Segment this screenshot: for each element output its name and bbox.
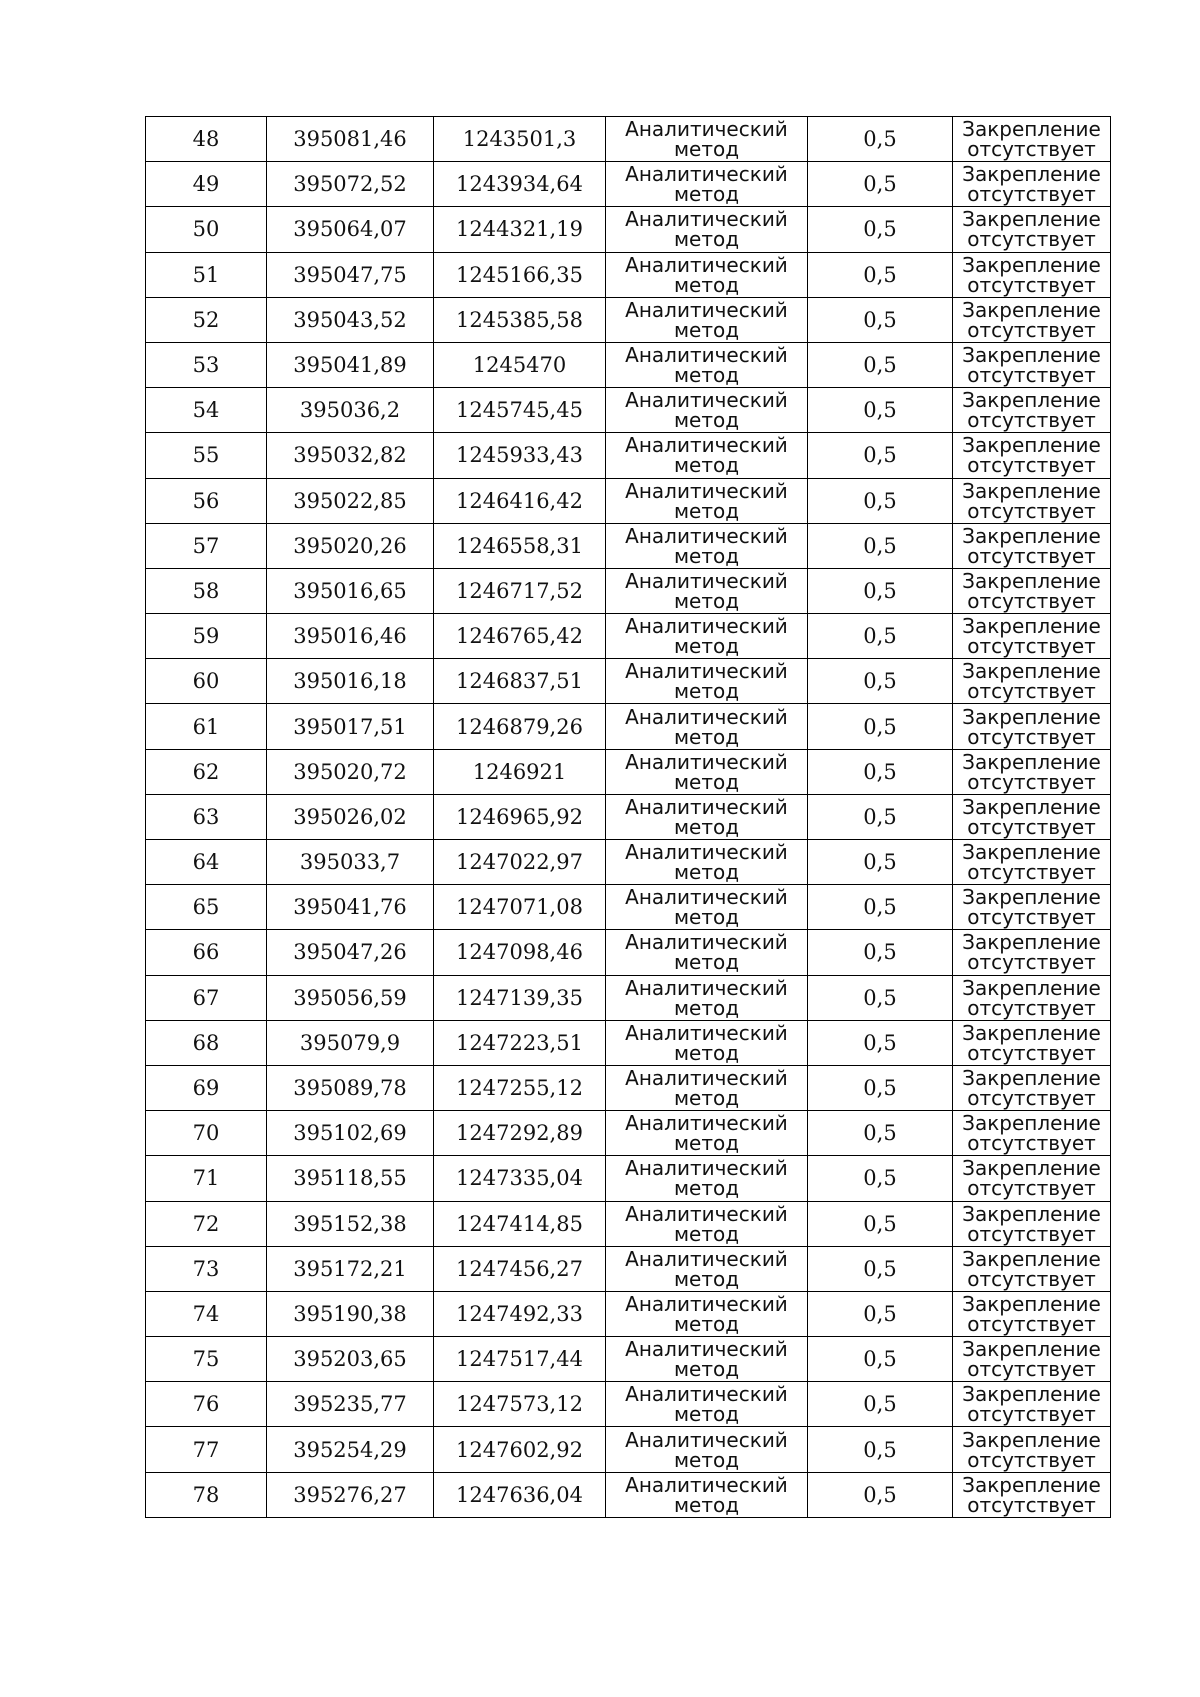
y-coordinate-cell: 1247098,46 <box>434 930 606 975</box>
table-row <box>146 478 1111 523</box>
method-cell: Аналитический метод <box>606 1156 808 1201</box>
marking-cell: Закрепление отсутствует <box>953 930 1111 975</box>
point-number-cell: 74 <box>146 1291 267 1336</box>
accuracy-cell: 0,5 <box>808 1020 953 1065</box>
y-coordinate-cell: 1247139,35 <box>434 975 606 1020</box>
x-coordinate-cell: 395026,02 <box>267 794 434 839</box>
marking-cell: Закрепление отсутствует <box>953 433 1111 478</box>
table-row <box>146 659 1111 704</box>
point-number-cell: 61 <box>146 704 267 749</box>
table-row <box>146 568 1111 613</box>
marking-cell: Закрепление отсутствует <box>953 794 1111 839</box>
marking-cell: Закрепление отсутствует <box>953 297 1111 342</box>
accuracy-cell: 0,5 <box>808 1156 953 1201</box>
x-coordinate-cell: 395041,89 <box>267 342 434 387</box>
point-number-cell: 63 <box>146 794 267 839</box>
point-number-cell: 55 <box>146 433 267 478</box>
marking-cell: Закрепление отсутствует <box>953 1472 1111 1517</box>
method-cell: Аналитический метод <box>606 568 808 613</box>
point-number-cell: 67 <box>146 975 267 1020</box>
table-row <box>146 1291 1111 1336</box>
y-coordinate-cell: 1247492,33 <box>434 1291 606 1336</box>
marking-cell: Закрепление отсутствует <box>953 1020 1111 1065</box>
point-number-cell: 64 <box>146 840 267 885</box>
marking-cell: Закрепление отсутствует <box>953 1065 1111 1110</box>
method-cell: Аналитический метод <box>606 1472 808 1517</box>
x-coordinate-cell: 395152,38 <box>267 1201 434 1246</box>
x-coordinate-cell: 395190,38 <box>267 1291 434 1336</box>
x-coordinate-cell: 395102,69 <box>267 1111 434 1156</box>
method-cell: Аналитический метод <box>606 930 808 975</box>
y-coordinate-cell: 1245470 <box>434 342 606 387</box>
x-coordinate-cell: 395056,59 <box>267 975 434 1020</box>
method-cell: Аналитический метод <box>606 614 808 659</box>
accuracy-cell: 0,5 <box>808 659 953 704</box>
point-number-cell: 48 <box>146 117 267 162</box>
x-coordinate-cell: 395036,2 <box>267 388 434 433</box>
table-row <box>146 1201 1111 1246</box>
marking-cell: Закрепление отсутствует <box>953 704 1111 749</box>
method-cell: Аналитический метод <box>606 1020 808 1065</box>
x-coordinate-cell: 395276,27 <box>267 1472 434 1517</box>
method-cell: Аналитический метод <box>606 252 808 297</box>
table-row <box>146 794 1111 839</box>
marking-cell: Закрепление отсутствует <box>953 342 1111 387</box>
y-coordinate-cell: 1247292,89 <box>434 1111 606 1156</box>
method-cell: Аналитический метод <box>606 342 808 387</box>
x-coordinate-cell: 395047,26 <box>267 930 434 975</box>
point-number-cell: 54 <box>146 388 267 433</box>
marking-cell: Закрепление отсутствует <box>953 388 1111 433</box>
point-number-cell: 57 <box>146 523 267 568</box>
point-number-cell: 58 <box>146 568 267 613</box>
y-coordinate-cell: 1246765,42 <box>434 614 606 659</box>
point-number-cell: 49 <box>146 162 267 207</box>
accuracy-cell: 0,5 <box>808 207 953 252</box>
accuracy-cell: 0,5 <box>808 885 953 930</box>
x-coordinate-cell: 395032,82 <box>267 433 434 478</box>
accuracy-cell: 0,5 <box>808 117 953 162</box>
y-coordinate-cell: 1246879,26 <box>434 704 606 749</box>
accuracy-cell: 0,5 <box>808 1382 953 1427</box>
marking-cell: Закрепление отсутствует <box>953 749 1111 794</box>
table-row <box>146 297 1111 342</box>
table-row <box>146 523 1111 568</box>
x-coordinate-cell: 395079,9 <box>267 1020 434 1065</box>
table-row <box>146 885 1111 930</box>
table-row <box>146 252 1111 297</box>
method-cell: Аналитический метод <box>606 1201 808 1246</box>
x-coordinate-cell: 395043,52 <box>267 297 434 342</box>
x-coordinate-cell: 395017,51 <box>267 704 434 749</box>
table-row <box>146 1427 1111 1472</box>
accuracy-cell: 0,5 <box>808 749 953 794</box>
table-row <box>146 1382 1111 1427</box>
y-coordinate-cell: 1244321,19 <box>434 207 606 252</box>
y-coordinate-cell: 1245933,43 <box>434 433 606 478</box>
method-cell: Аналитический метод <box>606 297 808 342</box>
marking-cell: Закрепление отсутствует <box>953 117 1111 162</box>
y-coordinate-cell: 1246921 <box>434 749 606 794</box>
method-cell: Аналитический метод <box>606 1291 808 1336</box>
method-cell: Аналитический метод <box>606 749 808 794</box>
accuracy-cell: 0,5 <box>808 523 953 568</box>
marking-cell: Закрепление отсутствует <box>953 659 1111 704</box>
y-coordinate-cell: 1247517,44 <box>434 1337 606 1382</box>
table-row <box>146 162 1111 207</box>
y-coordinate-cell: 1247022,97 <box>434 840 606 885</box>
point-number-cell: 65 <box>146 885 267 930</box>
method-cell: Аналитический метод <box>606 840 808 885</box>
table-body <box>146 117 1111 1518</box>
point-number-cell: 60 <box>146 659 267 704</box>
y-coordinate-cell: 1247335,04 <box>434 1156 606 1201</box>
method-cell: Аналитический метод <box>606 659 808 704</box>
accuracy-cell: 0,5 <box>808 162 953 207</box>
method-cell: Аналитический метод <box>606 885 808 930</box>
accuracy-cell: 0,5 <box>808 1246 953 1291</box>
marking-cell: Закрепление отсутствует <box>953 1111 1111 1156</box>
y-coordinate-cell: 1247573,12 <box>434 1382 606 1427</box>
method-cell: Аналитический метод <box>606 523 808 568</box>
point-number-cell: 68 <box>146 1020 267 1065</box>
point-number-cell: 59 <box>146 614 267 659</box>
marking-cell: Закрепление отсутствует <box>953 568 1111 613</box>
marking-cell: Закрепление отсутствует <box>953 840 1111 885</box>
x-coordinate-cell: 395020,26 <box>267 523 434 568</box>
y-coordinate-cell: 1247636,04 <box>434 1472 606 1517</box>
marking-cell: Закрепление отсутствует <box>953 975 1111 1020</box>
method-cell: Аналитический метод <box>606 704 808 749</box>
method-cell: Аналитический метод <box>606 162 808 207</box>
x-coordinate-cell: 395016,46 <box>267 614 434 659</box>
y-coordinate-cell: 1245166,35 <box>434 252 606 297</box>
method-cell: Аналитический метод <box>606 1111 808 1156</box>
marking-cell: Закрепление отсутствует <box>953 252 1111 297</box>
method-cell: Аналитический метод <box>606 388 808 433</box>
table-row <box>146 704 1111 749</box>
y-coordinate-cell: 1246717,52 <box>434 568 606 613</box>
point-number-cell: 51 <box>146 252 267 297</box>
table-row <box>146 1337 1111 1382</box>
y-coordinate-cell: 1247071,08 <box>434 885 606 930</box>
accuracy-cell: 0,5 <box>808 1291 953 1336</box>
table-row <box>146 1472 1111 1517</box>
x-coordinate-cell: 395254,29 <box>267 1427 434 1472</box>
y-coordinate-cell: 1247414,85 <box>434 1201 606 1246</box>
y-coordinate-cell: 1246837,51 <box>434 659 606 704</box>
marking-cell: Закрепление отсутствует <box>953 1201 1111 1246</box>
method-cell: Аналитический метод <box>606 1246 808 1291</box>
accuracy-cell: 0,5 <box>808 704 953 749</box>
table-row <box>146 342 1111 387</box>
table-row <box>146 930 1111 975</box>
method-cell: Аналитический метод <box>606 794 808 839</box>
table-row <box>146 840 1111 885</box>
accuracy-cell: 0,5 <box>808 1201 953 1246</box>
x-coordinate-cell: 395072,52 <box>267 162 434 207</box>
method-cell: Аналитический метод <box>606 478 808 523</box>
x-coordinate-cell: 395020,72 <box>267 749 434 794</box>
marking-cell: Закрепление отсутствует <box>953 614 1111 659</box>
table-row <box>146 1020 1111 1065</box>
table-row <box>146 433 1111 478</box>
point-number-cell: 66 <box>146 930 267 975</box>
table-row <box>146 207 1111 252</box>
marking-cell: Закрепление отсутствует <box>953 1337 1111 1382</box>
method-cell: Аналитический метод <box>606 207 808 252</box>
point-number-cell: 76 <box>146 1382 267 1427</box>
point-number-cell: 52 <box>146 297 267 342</box>
point-number-cell: 73 <box>146 1246 267 1291</box>
coordinates-table <box>145 116 1111 1518</box>
point-number-cell: 78 <box>146 1472 267 1517</box>
point-number-cell: 56 <box>146 478 267 523</box>
accuracy-cell: 0,5 <box>808 388 953 433</box>
accuracy-cell: 0,5 <box>808 297 953 342</box>
accuracy-cell: 0,5 <box>808 1111 953 1156</box>
y-coordinate-cell: 1247223,51 <box>434 1020 606 1065</box>
marking-cell: Закрепление отсутствует <box>953 162 1111 207</box>
x-coordinate-cell: 395064,07 <box>267 207 434 252</box>
x-coordinate-cell: 395081,46 <box>267 117 434 162</box>
point-number-cell: 62 <box>146 749 267 794</box>
accuracy-cell: 0,5 <box>808 568 953 613</box>
x-coordinate-cell: 395089,78 <box>267 1065 434 1110</box>
accuracy-cell: 0,5 <box>808 930 953 975</box>
table-row <box>146 614 1111 659</box>
x-coordinate-cell: 395016,18 <box>267 659 434 704</box>
accuracy-cell: 0,5 <box>808 975 953 1020</box>
method-cell: Аналитический метод <box>606 975 808 1020</box>
method-cell: Аналитический метод <box>606 117 808 162</box>
marking-cell: Закрепление отсутствует <box>953 1427 1111 1472</box>
marking-cell: Закрепление отсутствует <box>953 1246 1111 1291</box>
marking-cell: Закрепление отсутствует <box>953 478 1111 523</box>
table-row <box>146 1065 1111 1110</box>
table-row <box>146 388 1111 433</box>
y-coordinate-cell: 1243501,3 <box>434 117 606 162</box>
x-coordinate-cell: 395203,65 <box>267 1337 434 1382</box>
x-coordinate-cell: 395172,21 <box>267 1246 434 1291</box>
x-coordinate-cell: 395047,75 <box>267 252 434 297</box>
accuracy-cell: 0,5 <box>808 794 953 839</box>
method-cell: Аналитический метод <box>606 1427 808 1472</box>
marking-cell: Закрепление отсутствует <box>953 1382 1111 1427</box>
point-number-cell: 69 <box>146 1065 267 1110</box>
method-cell: Аналитический метод <box>606 1065 808 1110</box>
y-coordinate-cell: 1247255,12 <box>434 1065 606 1110</box>
table-row <box>146 1246 1111 1291</box>
table-row <box>146 117 1111 162</box>
accuracy-cell: 0,5 <box>808 478 953 523</box>
y-coordinate-cell: 1247456,27 <box>434 1246 606 1291</box>
method-cell: Аналитический метод <box>606 1382 808 1427</box>
accuracy-cell: 0,5 <box>808 1065 953 1110</box>
x-coordinate-cell: 395033,7 <box>267 840 434 885</box>
marking-cell: Закрепление отсутствует <box>953 1156 1111 1201</box>
y-coordinate-cell: 1245385,58 <box>434 297 606 342</box>
x-coordinate-cell: 395235,77 <box>267 1382 434 1427</box>
marking-cell: Закрепление отсутствует <box>953 1291 1111 1336</box>
accuracy-cell: 0,5 <box>808 252 953 297</box>
table-row <box>146 1111 1111 1156</box>
point-number-cell: 71 <box>146 1156 267 1201</box>
y-coordinate-cell: 1246558,31 <box>434 523 606 568</box>
x-coordinate-cell: 395118,55 <box>267 1156 434 1201</box>
accuracy-cell: 0,5 <box>808 1472 953 1517</box>
y-coordinate-cell: 1246416,42 <box>434 478 606 523</box>
accuracy-cell: 0,5 <box>808 342 953 387</box>
y-coordinate-cell: 1245745,45 <box>434 388 606 433</box>
table-row <box>146 749 1111 794</box>
y-coordinate-cell: 1246965,92 <box>434 794 606 839</box>
accuracy-cell: 0,5 <box>808 840 953 885</box>
point-number-cell: 50 <box>146 207 267 252</box>
y-coordinate-cell: 1243934,64 <box>434 162 606 207</box>
x-coordinate-cell: 395022,85 <box>267 478 434 523</box>
accuracy-cell: 0,5 <box>808 1427 953 1472</box>
method-cell: Аналитический метод <box>606 1337 808 1382</box>
marking-cell: Закрепление отсутствует <box>953 523 1111 568</box>
accuracy-cell: 0,5 <box>808 614 953 659</box>
marking-cell: Закрепление отсутствует <box>953 885 1111 930</box>
point-number-cell: 70 <box>146 1111 267 1156</box>
accuracy-cell: 0,5 <box>808 1337 953 1382</box>
x-coordinate-cell: 395016,65 <box>267 568 434 613</box>
y-coordinate-cell: 1247602,92 <box>434 1427 606 1472</box>
x-coordinate-cell: 395041,76 <box>267 885 434 930</box>
table-row <box>146 1156 1111 1201</box>
table-row <box>146 975 1111 1020</box>
point-number-cell: 72 <box>146 1201 267 1246</box>
point-number-cell: 77 <box>146 1427 267 1472</box>
accuracy-cell: 0,5 <box>808 433 953 478</box>
method-cell: Аналитический метод <box>606 433 808 478</box>
marking-cell: Закрепление отсутствует <box>953 207 1111 252</box>
point-number-cell: 53 <box>146 342 267 387</box>
point-number-cell: 75 <box>146 1337 267 1382</box>
